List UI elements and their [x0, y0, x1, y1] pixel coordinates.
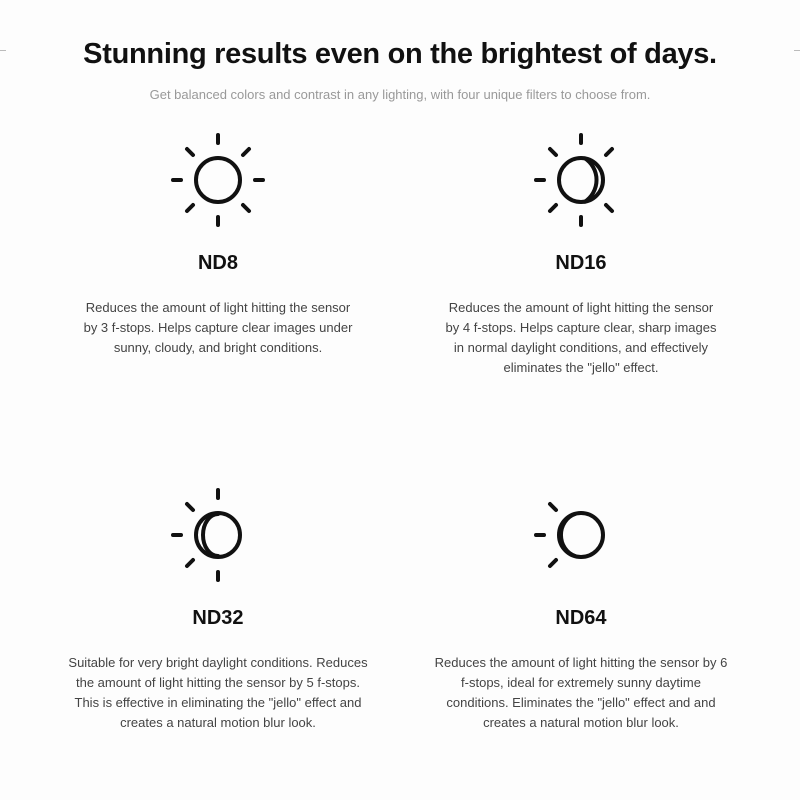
filter-description-nd8: Reduces the amount of light hitting the sensor by 3 f-stops. Helps capture clear images under sunny, cloudy, and bright conditions. — [83, 300, 353, 355]
filter-title-nd64: ND64 — [555, 607, 607, 629]
half-sun-eclipse-icon — [68, 485, 368, 585]
sun-partial-eclipse-icon — [431, 130, 731, 230]
crescent-eclipse-icon — [431, 485, 731, 585]
filter-title-nd16: ND16 — [555, 252, 607, 274]
filter-title-nd32: ND32 — [192, 607, 244, 629]
page-subtitle: Get balanced colors and contrast in any lighting, with four unique filters to choose from. — [149, 87, 651, 102]
page-title: Stunning results even on the brightest of days. — [83, 38, 717, 70]
filter-description-nd16: Reduces the amount of light hitting the sensor by 4 f-stops. Helps capture clear, sharp images in normal daylight conditions, and effectively eliminates the "jello" effect. — [445, 300, 717, 375]
filter-title-nd8: ND8 — [197, 252, 238, 274]
sun-icon — [68, 130, 368, 230]
filter-description-nd64: Reduces the amount of light hitting the sensor by 6 f-stops, ideal for extremely sunny daytime conditions. Eliminates the "jello" effect and and creates a natural motion blur look. — [434, 655, 728, 730]
filter-description-nd32: Suitable for very bright daylight conditions. Reduces the amount of light hitting the sensor by 5 f-stops. This is effective in eliminating the "jello" effect and creates a natural motion blur look. — [68, 655, 368, 730]
